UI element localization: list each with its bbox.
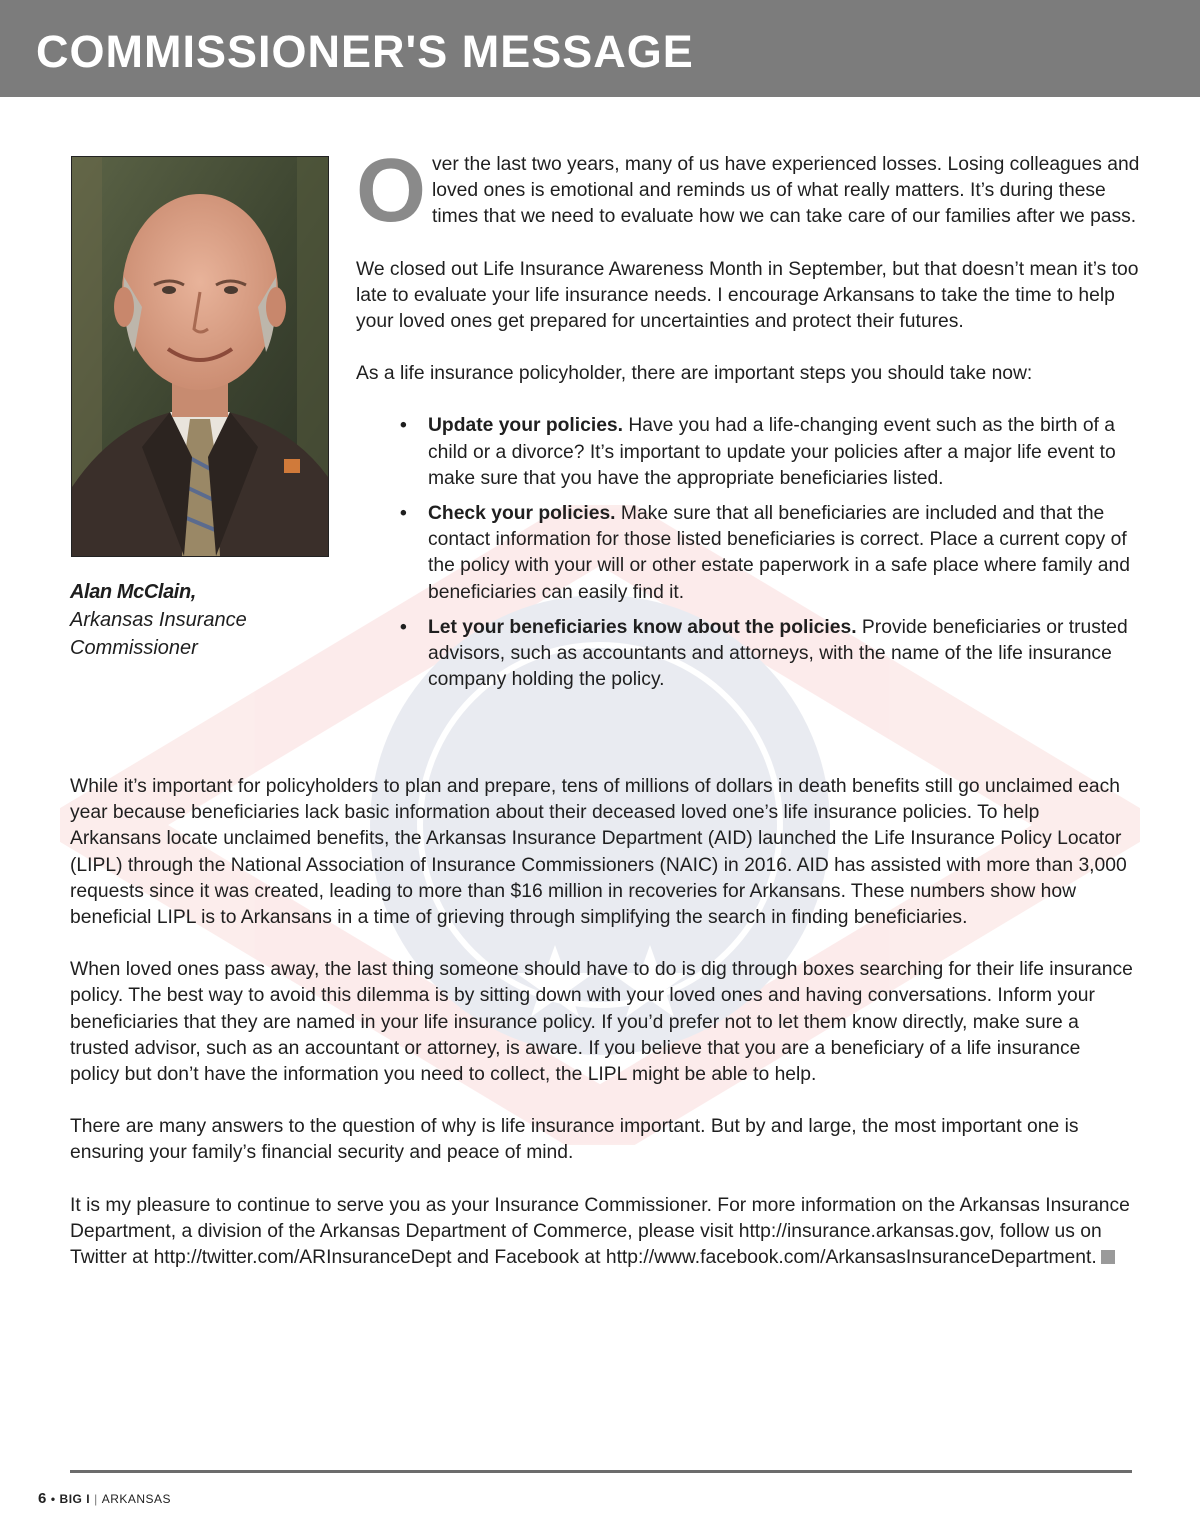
list-item [400, 413, 1146, 492]
body-paragraph-1: While it’s important for policyholders to plan and prepare, tens of millions of dollars in death benefits still go unclaimed each year because beneficiaries lack basic information about their deceased loved one’s life insurance policies. To help Arkansans locate unclaimed benefits, the Arkansas Insurance Department (AID) launched the Life Insurance Policy Locator (LIPL) through the National Association of Insurance Commissioners (NAIC) in 2016. AID has assisted with more than 3,000 requests since it was created, leading to more than $16 million in recoveries for Arkansans. These numbers show how beneficial LIPL is to Arkansans in a time of grieving through simplifying the search in finding beneficiaries. [70, 776, 1127, 929]
body-paragraph-4 [70, 1193, 1134, 1272]
caption-role-line1: Arkansas Insurance [70, 609, 247, 631]
footer-region: ARKANSAS [101, 1492, 172, 1506]
end-mark-icon [1101, 1250, 1115, 1264]
body-paragraph-4-text: It is my pleasure to continue to serve you as your Insurance Commissioner. For more information on the Arkansas Insurance Department, a division of the Arkansas Department of Commerce, please visit http://insurance.arkansas.gov, follow us on Twitter at http://twitter.com/ARInsuranceDept and Facebook at http://www.facebook.com/ArkansasInsuranceDepartment. [70, 1194, 1130, 1269]
footer-separator: | [94, 1492, 98, 1506]
body-paragraph-2: When loved ones pass away, the last thing someone should have to do is dig through boxes searching for their life insurance policy. The best way to avoid this dilemma is by sitting down with your loved ones and having conversations. Inform your beneficiaries that they are named in your life insurance policy. If you’d prefer not to let them know directly, make sure a trusted advisor, such as an accountant or attorney, is aware. If you believe that you are a beneficiary of a life insurance policy but don’t have the information you need to collect, the LIPL might be able to help. [70, 959, 1133, 1086]
footer-bullet-icon: • [50, 1492, 56, 1506]
photo-caption [70, 578, 320, 662]
intro-paragraph-2: We closed out Life Insurance Awareness Month in September, but that doesn’t mean it’s too late to evaluate your life insurance needs. I encourage Arkansans to take the time to help your loved ones get prepared for uncertainties and protect their futures. [356, 258, 1139, 333]
page-title: COMMISSIONER'S MESSAGE [36, 26, 694, 77]
intro-paragraph-3: As a life insurance policyholder, there are important steps you should take now: [356, 363, 1033, 385]
page-footer [38, 1490, 171, 1507]
step-text: Make sure that all beneficiaries are included and that the contact information for those listed beneficiaries is correct. Place a current copy of the policy with your will or other estate paperwork in a safe place where family and beneficiaries can easily find it. [428, 503, 1130, 603]
intro-paragraph-1 [356, 141, 1146, 241]
step-title: Check your policies. [428, 503, 616, 525]
body-paragraph-3: There are many answers to the question of why is life insurance important. But by and large, the most important one is ensuring your family’s financial security and peace of mind. [70, 1116, 1079, 1164]
publication-name: BIG I [59, 1492, 91, 1506]
intro-column [356, 141, 1146, 702]
list-item [400, 501, 1146, 606]
intro-paragraph-1-text: ver the last two years, many of us have experienced losses. Losing colleagues and loved ones is emotional and reminds us of what really matters. It’s during these times that we need to evaluate how we can take care of our families after we pass. [432, 154, 1140, 228]
list-item [400, 615, 1146, 694]
step-title: Update your policies. [428, 415, 623, 437]
body-column [70, 774, 1134, 1297]
caption-role-line2: Commissioner [70, 637, 198, 659]
step-text: Have you had a life-changing event such as the birth of a child or a divorce? It’s important to update your policies after a major life event to make sure that you have the appropriate beneficiaries listed. [428, 415, 1116, 489]
step-title: Let your beneficiaries know about the policies. [428, 616, 857, 638]
caption-name: Alan McClain, [70, 581, 196, 603]
drop-cap: O [356, 141, 427, 241]
steps-list [356, 413, 1146, 693]
step-text: Provide beneficiaries or trusted advisors, such as accountants and attorneys, with the name of the life insurance company holding the policy. [428, 616, 1128, 691]
commissioner-photo [71, 156, 329, 557]
footer-rule [70, 1470, 1132, 1473]
page-number: 6 [38, 1490, 47, 1507]
